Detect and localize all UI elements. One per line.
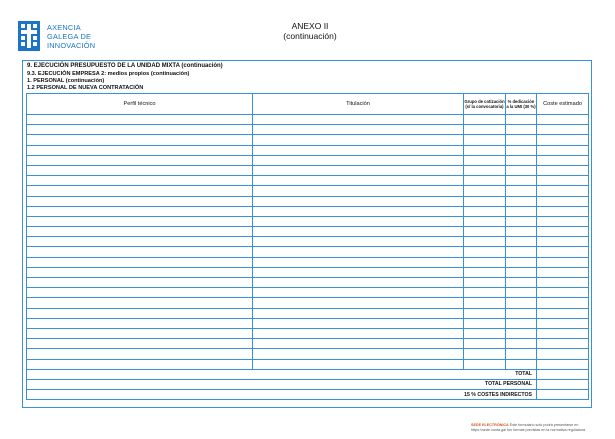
form-input-cell[interactable]: [537, 135, 589, 145]
form-input-cell[interactable]: [506, 155, 537, 165]
form-input-cell[interactable]: [253, 216, 464, 226]
form-input-cell[interactable]: [464, 206, 506, 216]
form-input-cell[interactable]: [506, 247, 537, 257]
form-input-cell[interactable]: [537, 196, 589, 206]
form-input-cell[interactable]: [537, 257, 589, 267]
form-input-cell[interactable]: [253, 288, 464, 298]
footer-note: [471, 423, 611, 433]
form-input-cell[interactable]: [27, 176, 253, 186]
logo-text: [47, 23, 95, 50]
table-row: [27, 359, 589, 369]
galicia-cross-logo-icon: [18, 21, 40, 51]
form-input-cell[interactable]: [537, 186, 589, 196]
table-row: [27, 227, 589, 237]
annex-title: ANEXO II: [291, 21, 329, 31]
form-input-cell[interactable]: [27, 339, 253, 349]
form-input-cell[interactable]: [27, 328, 253, 338]
table-row: [27, 298, 589, 308]
form-input-cell[interactable]: [27, 359, 253, 369]
document-header: [250, 21, 370, 41]
form-input-cell[interactable]: [537, 237, 589, 247]
form-input-cell[interactable]: [506, 125, 537, 135]
form-input-cell[interactable]: [27, 318, 253, 328]
form-input-cell[interactable]: [506, 216, 537, 226]
form-input-cell[interactable]: [27, 216, 253, 226]
form-input-cell[interactable]: [253, 308, 464, 318]
form-input-cell[interactable]: [464, 247, 506, 257]
form-input-cell[interactable]: [506, 257, 537, 267]
new-hire-line: 1.2 PERSONAL DE NUEVA CONTRATACIÓN: [27, 85, 144, 91]
form-input-cell[interactable]: [253, 278, 464, 288]
form-input-cell[interactable]: [464, 145, 506, 155]
form-input-cell[interactable]: [464, 359, 506, 369]
form-input-cell[interactable]: [464, 339, 506, 349]
form-input-cell[interactable]: [537, 298, 589, 308]
form-input-cell[interactable]: [506, 196, 537, 206]
table-row: [27, 165, 589, 175]
footer-brand: SEDE ELECTRÓNICA: [471, 423, 509, 427]
table-header-row: [27, 94, 589, 115]
table-row: [27, 196, 589, 206]
table-row: [27, 267, 589, 277]
table-row: [27, 186, 589, 196]
form-input-cell[interactable]: [506, 349, 537, 359]
form-input-cell[interactable]: [506, 186, 537, 196]
personnel-table: [26, 93, 589, 400]
table-row: [27, 115, 589, 125]
form-input-cell[interactable]: [253, 267, 464, 277]
form-input-cell[interactable]: [253, 339, 464, 349]
form-input-cell[interactable]: [506, 165, 537, 175]
column-header-degree: Titulación: [253, 94, 464, 115]
form-input-cell[interactable]: [506, 328, 537, 338]
table-row: [27, 145, 589, 155]
form-input-cell[interactable]: [537, 227, 589, 237]
form-input-cell[interactable]: [537, 145, 589, 155]
totals-value-cell[interactable]: [537, 390, 589, 400]
form-input-cell[interactable]: [506, 318, 537, 328]
table-row: [27, 125, 589, 135]
table-row: [27, 135, 589, 145]
form-input-cell[interactable]: [27, 145, 253, 155]
totals-row: [27, 390, 589, 400]
form-input-cell[interactable]: [253, 298, 464, 308]
form-input-cell[interactable]: [27, 206, 253, 216]
agency-logo: [18, 21, 118, 51]
form-input-cell[interactable]: [27, 288, 253, 298]
table-row: [27, 339, 589, 349]
form-input-cell[interactable]: [464, 176, 506, 186]
table-row: [27, 328, 589, 338]
form-input-cell[interactable]: [537, 359, 589, 369]
form-input-cell[interactable]: [464, 298, 506, 308]
form-input-cell[interactable]: [537, 247, 589, 257]
form-input-cell[interactable]: [464, 165, 506, 175]
table-row: [27, 155, 589, 165]
form-input-cell[interactable]: [27, 257, 253, 267]
totals-value-cell[interactable]: [537, 379, 589, 389]
form-input-cell[interactable]: [537, 125, 589, 135]
form-input-cell[interactable]: [537, 115, 589, 125]
form-input-cell[interactable]: [506, 135, 537, 145]
form-input-cell[interactable]: [253, 359, 464, 369]
form-input-cell[interactable]: [506, 339, 537, 349]
form-input-cell[interactable]: [537, 176, 589, 186]
form-input-cell[interactable]: [253, 125, 464, 135]
column-header-dedication: % dedicación a la UMI (30 %): [506, 94, 537, 115]
form-input-cell[interactable]: [464, 135, 506, 145]
form-input-cell[interactable]: [506, 267, 537, 277]
form-input-cell[interactable]: [27, 298, 253, 308]
form-input-cell[interactable]: [27, 186, 253, 196]
form-input-cell[interactable]: [506, 308, 537, 318]
column-header-cost: Coste estimado: [537, 94, 589, 115]
form-input-cell[interactable]: [253, 145, 464, 155]
column-header-group: Grupo de cotización (s/ la convocatoria): [464, 94, 506, 115]
form-input-cell[interactable]: [464, 216, 506, 226]
form-input-cell[interactable]: [253, 115, 464, 125]
form-input-cell[interactable]: [27, 135, 253, 145]
logo-line: GALEGA DE: [47, 32, 92, 41]
form-input-cell[interactable]: [253, 165, 464, 175]
table-row: [27, 278, 589, 288]
form-input-cell[interactable]: [537, 206, 589, 216]
form-input-cell[interactable]: [537, 278, 589, 288]
form-input-cell[interactable]: [464, 288, 506, 298]
form-input-cell[interactable]: [464, 186, 506, 196]
table-row: [27, 216, 589, 226]
form-input-cell[interactable]: [537, 328, 589, 338]
form-input-cell[interactable]: [27, 196, 253, 206]
form-input-cell[interactable]: [27, 308, 253, 318]
form-input-cell[interactable]: [253, 227, 464, 237]
table-row: [27, 318, 589, 328]
form-input-cell[interactable]: [253, 318, 464, 328]
form-input-cell[interactable]: [506, 288, 537, 298]
form-input-cell[interactable]: [253, 328, 464, 338]
form-input-cell[interactable]: [506, 298, 537, 308]
form-input-cell[interactable]: [464, 155, 506, 165]
form-input-cell[interactable]: [253, 135, 464, 145]
personnel-line: 1. PERSONAL (continuación): [27, 78, 105, 84]
form-input-cell[interactable]: [464, 308, 506, 318]
form-input-cell[interactable]: [27, 227, 253, 237]
logo-line: AXENCIA: [47, 23, 81, 32]
table-row: [27, 288, 589, 298]
section-subheading: 9.3. EJECUCIÓN EMPRESA 2: medios propios (continuación): [27, 71, 190, 77]
form-input-cell[interactable]: [27, 349, 253, 359]
form-input-cell[interactable]: [464, 278, 506, 288]
form-input-cell[interactable]: [464, 328, 506, 338]
totals-label: TOTAL PERSONAL: [27, 379, 537, 389]
footer-text: Este formulario solo podrá presentarse en: [509, 423, 579, 427]
form-input-cell[interactable]: [27, 155, 253, 165]
form-input-cell[interactable]: [464, 125, 506, 135]
annex-subtitle: (continuación): [283, 31, 337, 41]
form-input-cell[interactable]: [27, 165, 253, 175]
form-input-cell[interactable]: [537, 165, 589, 175]
totals-label: TOTAL: [27, 369, 537, 379]
footer-text: https://sede.xunta.gal fun formas previstas en la normativa reguladora: [471, 428, 586, 432]
form-input-cell[interactable]: [27, 278, 253, 288]
form-input-cell[interactable]: [253, 206, 464, 216]
form-input-cell[interactable]: [506, 227, 537, 237]
form-input-cell[interactable]: [537, 318, 589, 328]
form-input-cell[interactable]: [27, 115, 253, 125]
form-input-cell[interactable]: [27, 125, 253, 135]
table-row: [27, 176, 589, 186]
column-header-profile: Perfil técnico: [27, 94, 253, 115]
table-row: [27, 257, 589, 267]
form-input-cell[interactable]: [464, 115, 506, 125]
form-input-cell[interactable]: [464, 257, 506, 267]
table-row: [27, 237, 589, 247]
form-input-cell[interactable]: [506, 115, 537, 125]
form-input-cell[interactable]: [506, 145, 537, 155]
table-row: [27, 206, 589, 216]
form-input-cell[interactable]: [27, 247, 253, 257]
form-input-cell[interactable]: [537, 308, 589, 318]
form-input-cell[interactable]: [506, 206, 537, 216]
form-input-cell[interactable]: [464, 318, 506, 328]
table-body: [27, 115, 589, 400]
form-input-cell[interactable]: [464, 349, 506, 359]
form-input-cell[interactable]: [537, 288, 589, 298]
table-row: [27, 308, 589, 318]
form-input-cell[interactable]: [537, 349, 589, 359]
table-row: [27, 247, 589, 257]
form-input-cell[interactable]: [537, 216, 589, 226]
form-input-cell[interactable]: [506, 237, 537, 247]
form-input-cell[interactable]: [464, 267, 506, 277]
form-input-cell[interactable]: [253, 247, 464, 257]
form-input-cell[interactable]: [506, 176, 537, 186]
totals-label: 15 % COSTES INDIRECTOS: [27, 390, 537, 400]
form-input-cell[interactable]: [253, 349, 464, 359]
form-input-cell[interactable]: [253, 186, 464, 196]
form-input-cell[interactable]: [537, 267, 589, 277]
form-input-cell[interactable]: [506, 359, 537, 369]
form-input-cell[interactable]: [464, 196, 506, 206]
form-input-cell[interactable]: [537, 155, 589, 165]
form-input-cell[interactable]: [253, 155, 464, 165]
form-input-cell[interactable]: [27, 237, 253, 247]
form-input-cell[interactable]: [253, 237, 464, 247]
section-heading: 9. EJECUCIÓN PRESUPUESTO DE LA UNIDAD MIXTA (continuación): [27, 63, 223, 69]
totals-value-cell[interactable]: [537, 369, 589, 379]
form-input-cell[interactable]: [464, 237, 506, 247]
form-input-cell[interactable]: [253, 257, 464, 267]
form-input-cell[interactable]: [27, 267, 253, 277]
table-row: [27, 349, 589, 359]
form-input-cell[interactable]: [253, 176, 464, 186]
totals-row: [27, 379, 589, 389]
form-input-cell[interactable]: [506, 278, 537, 288]
form-input-cell[interactable]: [537, 339, 589, 349]
logo-line: INNOVACIÓN: [47, 41, 96, 50]
form-input-cell[interactable]: [464, 227, 506, 237]
form-input-cell[interactable]: [253, 196, 464, 206]
totals-row: [27, 369, 589, 379]
